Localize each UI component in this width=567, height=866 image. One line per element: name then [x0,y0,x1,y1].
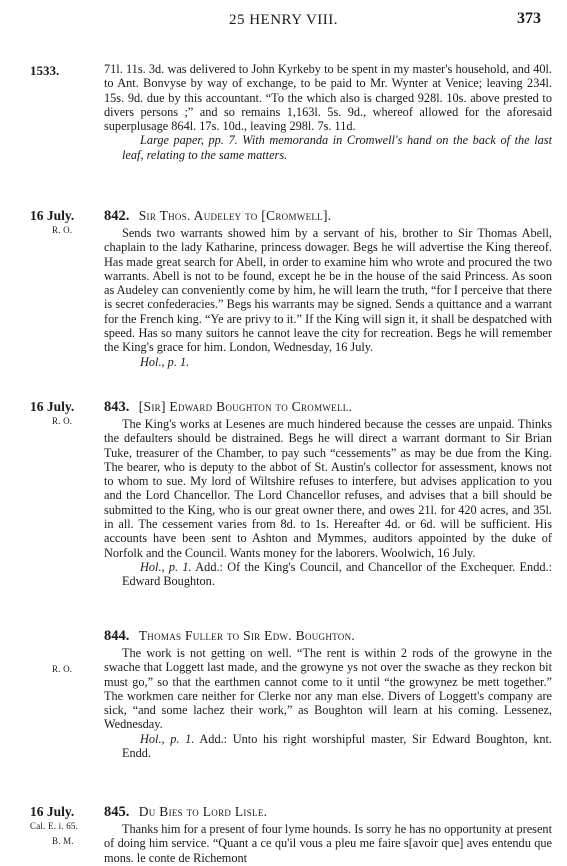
entry-title: [Sir] Edward Boughton to Cromwell. [138,399,353,414]
entry-note [104,560,552,589]
entry-paragraph: The King's works at Lesenes are much hindered because the cesses are unpaid. Thinks the defaulters should be distrained. Begs he will direct a warrant dormant to Sir Brian Tuke, treasurer of the Chamber, to pay such “cessements” as may be due from the King. The bearer, who is deputy to the abbot of St. Austin's collector for assessment, knows not to whom to sue. My lord of Wiltshire refuses to interfere, but advises application to you and the Lord Chancellor. The Lord Chancellor refuses, and advises that a bill should be submitted to the King, who is our great owner there, and owes 21l. for 420 acres, and 35l. in all. The cessement varies from 8d. to 1s. Hereafter 4d. or 6d. will be sufficient. His accounts have been sent to Ashton and Mymmes, auditors appointed by the duke of Norfolk and the Council. Wants money for the laborers. Woolwich, 16 July. [104,417,552,560]
entry-note [104,732,552,761]
entry-title: Du Bies to Lord Lisle. [138,804,268,819]
entry-844-margin [30,646,104,677]
entry-844-heading [104,628,552,644]
entry-note-rest: Add.: Unto his right worshipful master, Sir Edward Boughton, knt. Endd. [122,731,552,761]
entry-844-body [104,646,552,760]
entry-source: R. O. [52,664,73,674]
entry-paragraph: The work is not getting on well. “The rent is within 2 rods of the growyne in the swache that Loggett last made, and the growyne ys not over the swache as they reckon bit must go,” so that the earthmen cannot come to it until “the growynez be mett together.” The workmen care neither for Clerke nor any man else. Divers of Loggett's company are sick, “and some lachez their work,” as Boughton will learn at his coming. Lessenez, Wednesday. [104,646,552,732]
intro-note-label: Large paper, pp. 7. [140,133,238,148]
entry-845-body [104,822,552,865]
entry-title: Thomas Fuller to Sir Edw. Boughton. [138,628,356,643]
running-title: 25 HENRY VIII. [228,12,339,28]
page-header [0,6,567,36]
entry-paragraph: Thanks him for a present of four lyme hounds. Is sorry he has no opportunity at present of doing him service. “Quant a ce qu'il vous a pleu me faire s[avoir que] aves entendu que mons. le conte de Richemont [104,822,552,865]
entry-845-heading [104,804,552,820]
entry-number: 845. [104,804,130,820]
entry-paragraph: Sends two warrants showed him by a servant of his, brother to Sir Thomas Abell, chaplain to the lady Katharine, princess dowager. Begs he will advertise the King thereof. Has made great search for Abell, in order to examine him who wrote and procured the two warrants. Abell is not to be found, except he be in the house of the said Princess. As soon as Audeley can conveniently come by him, he will learn the truth, “for I perceive that there is secret confederacies.” Begs his warrants may be signed. Sends a quittance and a warrant for the French king. “Ye are privy to it.” If the King will sign it, it shall be despatched with speed. Has so many suitors he cannot leave the city for recreation. Begs he will remember the King's grace for him. London, Wednesday, 16 July. [104,226,552,355]
entry-date: 16 July. [30,399,75,414]
entry-date: 16 July. [30,804,75,819]
entry-source-2: B. M. [52,836,74,846]
entry-note-label: Hol., p. 1. [140,354,190,369]
intro-note [104,133,552,162]
entry-843-margin [30,399,104,429]
entry-date: 16 July. [30,208,75,223]
entry-number: 843. [104,399,130,415]
entry-842-margin [30,208,104,238]
entry-note [104,355,552,369]
margin-year: 1533. [30,63,60,78]
entry-842-body [104,226,552,369]
entry-845-margin [30,804,104,849]
entry-842-heading [104,208,552,224]
entry-843-heading [104,399,552,415]
entry-number: 842. [104,208,130,224]
entry-843-body [104,417,552,589]
entry-title: Sir Thos. Audeley to [Cromwell]. [138,208,332,223]
intro-text [104,62,552,162]
entry-source: R. O. [52,225,73,235]
entry-note-label: Hol., p. 1. [140,731,195,746]
intro-note-rest: With memoranda in Cromwell's hand on the back of the last leaf, relating to the same matters. [122,133,552,162]
page-number: 373 [517,10,541,27]
entry-number: 844. [104,628,130,644]
entry-note-label: Hol., p. 1. [140,559,192,574]
entry-source: Cal. E. i. 65. [30,821,79,831]
entry-note-rest: Add.: Of the King's Council, and Chancellor of the Exchequer. Endd.: Edward Boughton. [122,559,552,589]
intro-paragraph: 71l. 11s. 3d. was delivered to John Kyrkeby to be spent in my master's household, and 40l. to Ant. Bonvyse by way of exchange, to be paid to Mr. Wynter at Venice; leaving 234l. 15s. 9d. due by this accountant. “To the which also is charged 928l. 10s. above prested to divers persons ;” and so remains 1,163l. 5s. 9d., whereof allowed for the aforesaid superplusage 864l. 17s. 10d., leaving 298l. 7s. 11d. [104,62,552,134]
entry-source: R. O. [52,416,73,426]
